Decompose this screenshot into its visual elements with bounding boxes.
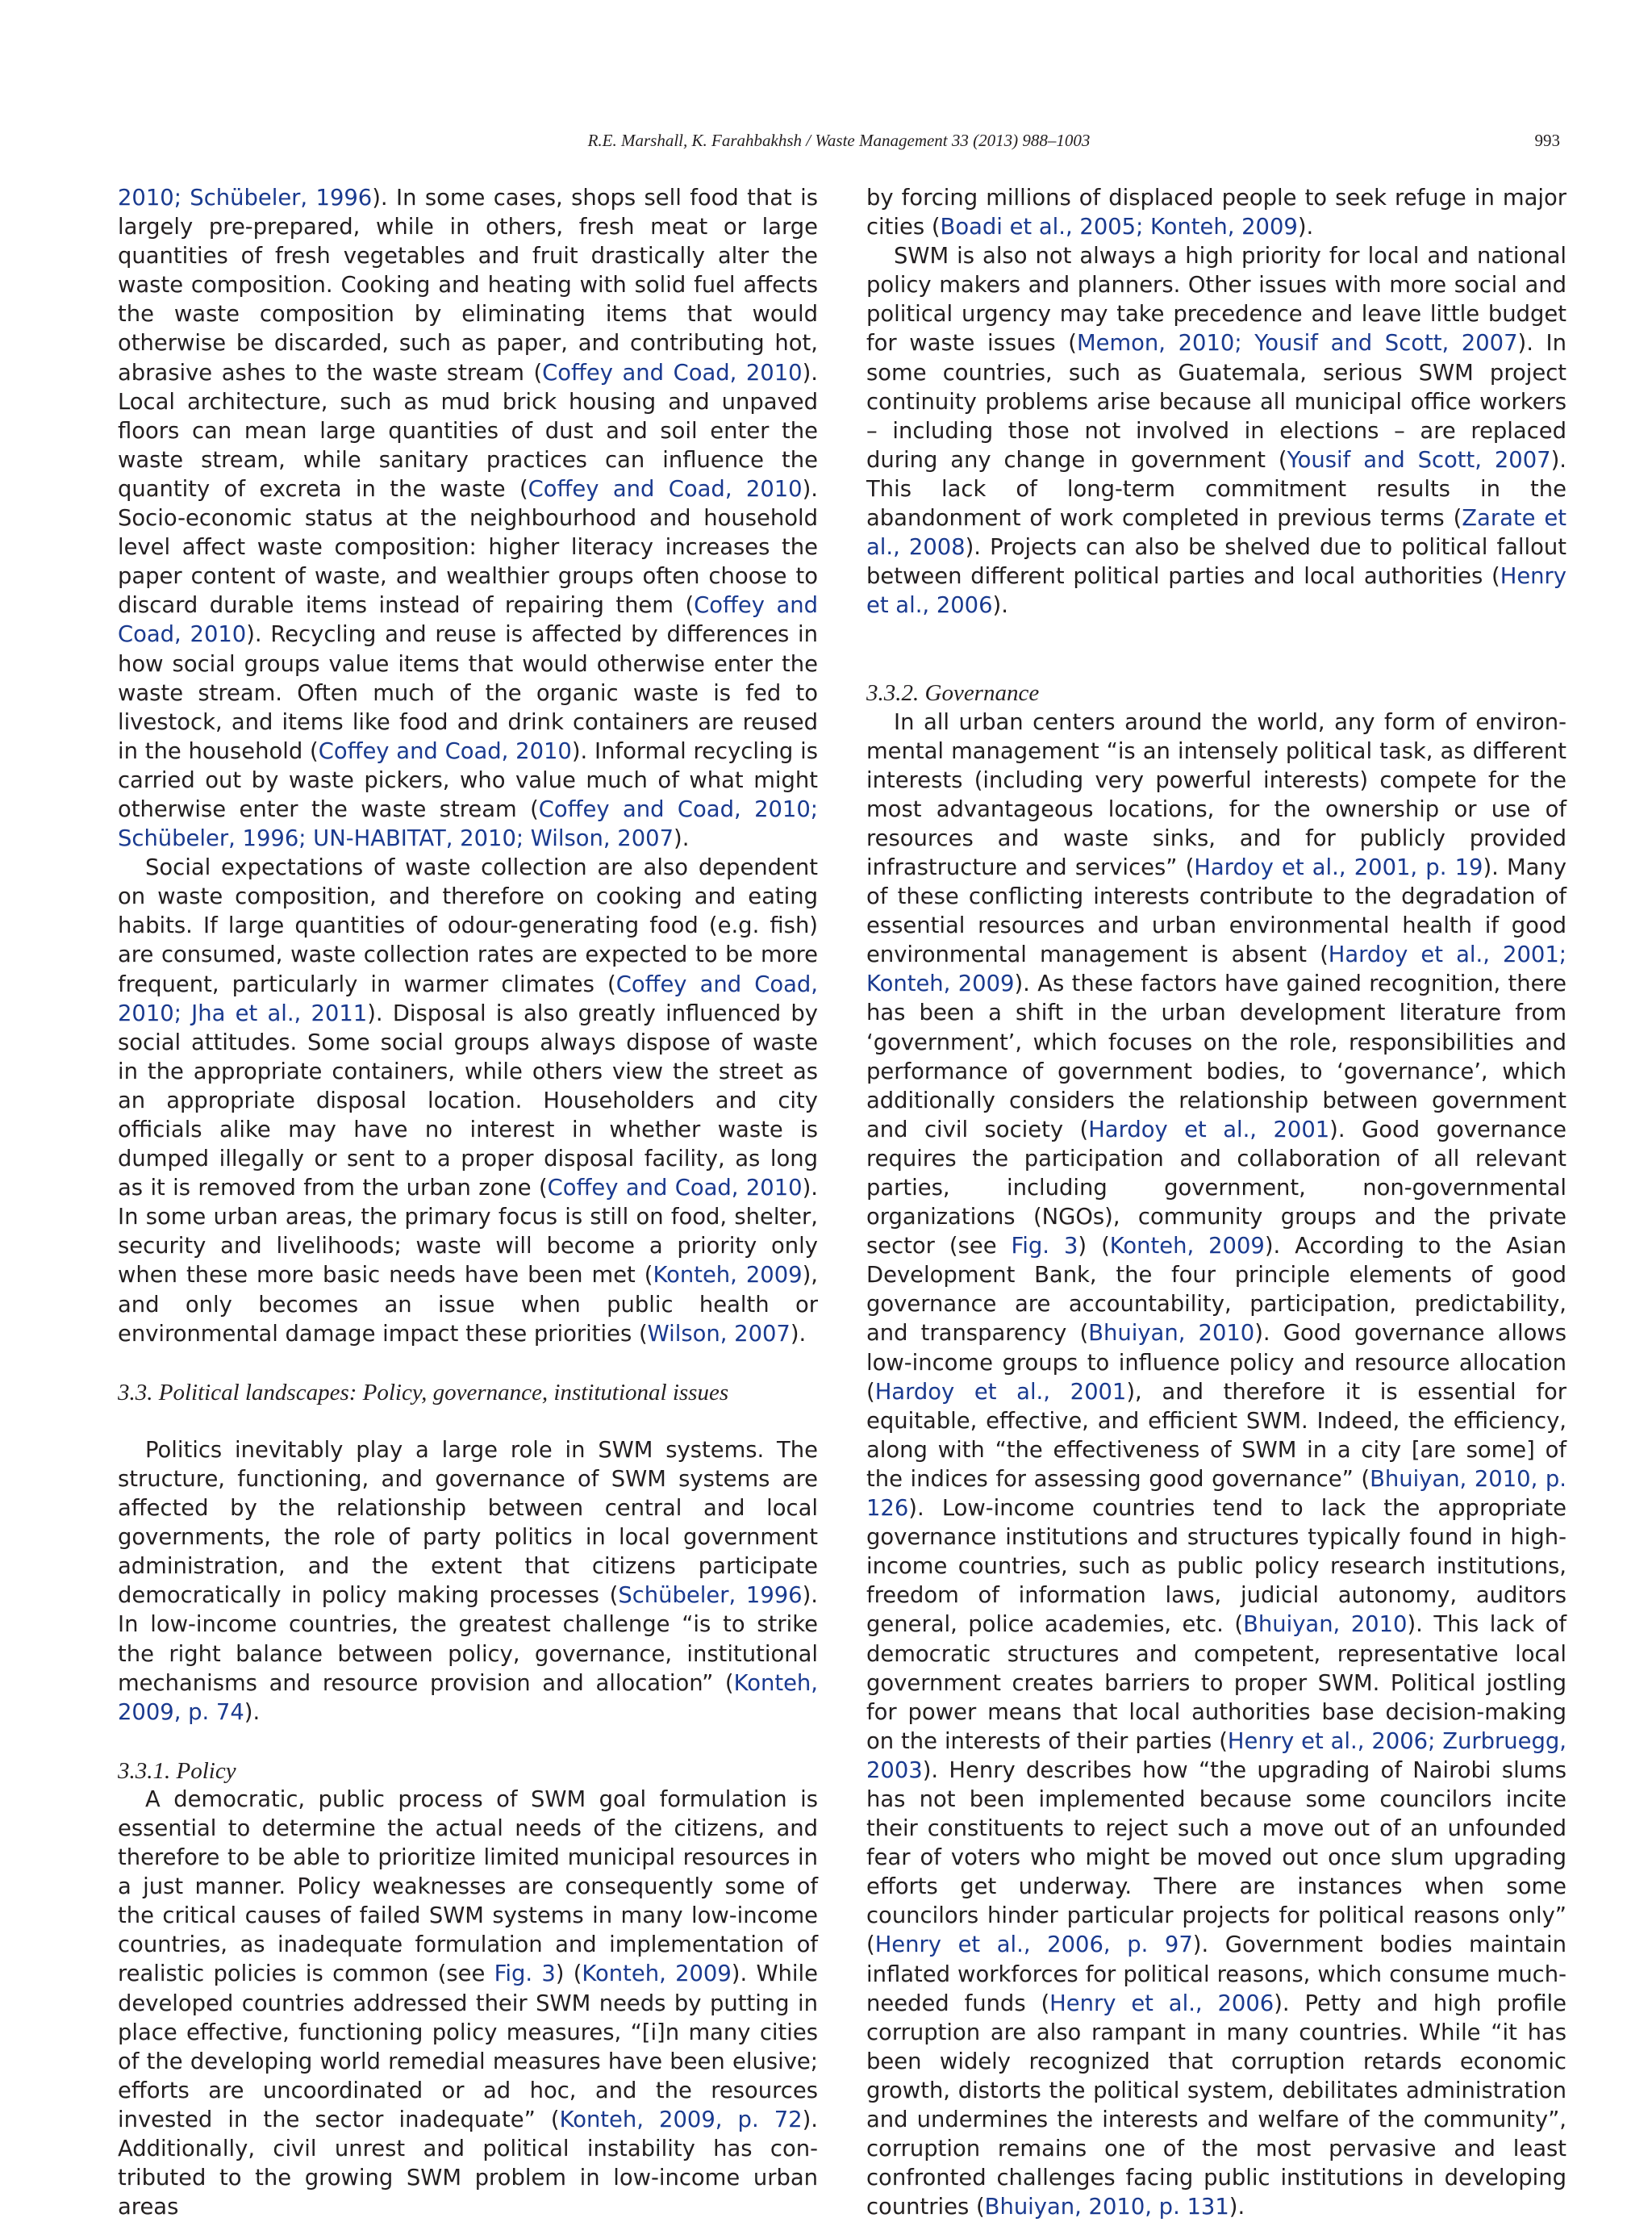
citation-link[interactable]: Zarate et al., 2008	[866, 506, 1566, 560]
citation-link[interactable]: Wilson, 2007	[648, 1322, 791, 1347]
citation-link[interactable]: Hardoy et al., 2001, p. 19	[1194, 855, 1483, 880]
citation-link[interactable]: Coffey and Coad, 2010	[319, 739, 572, 764]
citation-link[interactable]: Yousif and Scott, 2007	[1287, 448, 1551, 473]
citation-link[interactable]: Konteh, 2009, p. 72	[560, 2107, 803, 2132]
citation-link[interactable]: Boadi et al., 2005; Konteh, 2009	[941, 215, 1298, 240]
paragraph: SWM is also not always a high priority for local and national policy makers and planners. Other issues with more social and political urgency may take precedence and leave little budget for waste issues (Memon, 2010; Yousif and Scott, 2007). In some countries, such as Guatemala, serious SWM project continuity problems arise because all municipal office workers – including those not involved in elections – are replaced during any change in government (Yousif and Scott, 2007). This lack of long-term commitment results in the abandonment of work completed in previous terms (Zarate et al., 2008). Projects can also be shelved due to political fallout between different political parties and local authorities (Henry et al., 2006).	[866, 242, 1566, 620]
citation-link[interactable]: Hardoy et al., 2001	[875, 1380, 1127, 1405]
citation-link[interactable]: Konteh, 2009, p. 74	[118, 1671, 818, 1725]
paragraph: Politics inevitably play a large role in SWM systems. The structure, functioning, and governance of SWM systems are affected by the relationship between central and local governments, the role of party politics in local government administration, and the extent that citizens participate democratically in policy making processes (Schübeler, 1996). In low-income countries, the greatest challenge “is to strike the right balance between policy, governance, institutional mechanisms and resource provision and allocation” (Konteh, 2009, p. 74).	[118, 1436, 818, 1727]
right-column	[866, 184, 1566, 2222]
paragraph: In all urban centers around the world, any form of environmental management “is an intensely political task, as different interests (including very powerful interests) compete for the most advantageous locations, for the ownership or use of resources and waste sinks, and for publicly provided infrastructure and services” (Hardoy et al., 2001, p. 19). Many of these conflicting interests contribute to the degradation of essential resources and urban environmental health if good environmental management is absent (Hardoy et al., 2001; Konteh, 2009). As these factors have gained recognition, there has been a shift in the urban development literature from ‘government’, which focuses on the role, responsibilities and performance of government bodies, to ‘governance’, which additionally considers the relationship between government and civil society (Hardoy et al., 2001). Good governance requires the participation and collaboration of all relevant parties, including government, non-governmental organizations (NGOs), community groups and the private sector (see Fig. 3) (Konteh, 2009). According to the Asian Development Bank, the four principle elements of good governance are accountability, participation, predictability, and transparency (Bhuiyan, 2010). Good governance allows low-income groups to influence policy and resource allocation (Hardoy et al., 2001), and therefore it is essential for equitable, effective, and efficient SWM. Indeed, the efficiency, along with “the effectiveness of SWM in a city [are some] of the indices for assessing good governance” (Bhuiyan, 2010, p. 126). Low-income countries tend to lack the appropriate governance institutions and structures typically found in high-income countries, such as public policy research institutions, freedom of information laws, judicial autonomy, auditors general, police academies, etc. (Bhuiyan, 2010). This lack of democratic structures and competent, representative local government creates barriers to proper SWM. Political jostling for power means that local authorities base decision-making on the interests of their parties (Henry et al., 2006; Zurbruegg, 2003). Henry describes how “the upgrading of Nairobi slums has not been implemented because some councilors incite their constituents to reject such a move out of an unfounded fear of voters who might be moved out once slum upgrading efforts get underway. There are instances when some councilors hinder particular projects for political reasons only” (Henry et al., 2006, p. 97). Government bodies maintain inflated workforces for political reasons, which consume much-needed funds (Henry et al., 2006). Petty and high profile corruption are also rampant in many countries. While “it has been widely recognized that corruption retards economic growth, distorts the political system, debilitates administration and undermines the interests and welfare of the community”, corruption remains one of the most pervasive and least confronted challenges facing public institutions in developing countries (Bhuiyan, 2010, p. 131).	[866, 708, 1566, 2222]
citation-link[interactable]: Coffey and Coad, 2010	[528, 477, 803, 502]
running-head: R.E. Marshall, K. Farahbakhsh / Waste Management 33 (2013) 988–1003	[118, 131, 1560, 151]
paragraph: A democratic, public process of SWM goal formulation is essential to determine the actual needs of the citizens, and therefore to be able to prioritize limited municipal resources in a just manner. Policy weaknesses are consequently some of the critical causes of failed SWM systems in many low-income countries, as inadequate formulation and implementation of realistic policies is common (see Fig. 3) (Konteh, 2009). While developed countries addressed their SWM needs by putting in place effective, functioning policy measures, “[i]n many cities of the developing world remedial measures have been elusive; efforts are uncoordinated or ad hoc, and the resources invested in the sector inadequate” (Konteh, 2009, p. 72). Additionally, civil unrest and political instability has contributed to the growing SWM problem in low-income urban areas	[118, 1786, 818, 2222]
figure-link[interactable]: Fig. 3	[1012, 1234, 1078, 1259]
citation-link[interactable]: Coffey and Coad, 2010	[118, 593, 818, 647]
citation-link[interactable]: Bhuiyan, 2010, p. 131	[985, 2195, 1229, 2220]
citation-link[interactable]: Coffey and Coad, 2010; Jha et al., 2011	[118, 972, 818, 1026]
citation-link[interactable]: Henry et al., 2006	[866, 564, 1566, 618]
citation-link[interactable]: Henry et al., 2006, p. 97	[875, 1932, 1193, 1957]
paragraph: 2010; Schübeler, 1996). In some cases, shops sell food that is largely pre-prepared, while in others, fresh meat or large quantities of fresh vegetables and fruit drastically alter the waste composition. Cooking and heating with solid fuel affects the waste composition by eliminating items that would otherwise be discarded, such as paper, and contributing hot, abrasive ashes to the waste stream (Coffey and Coad, 2010). Local architecture, such as mud brick housing and unpaved floors can mean large quantities of dust and soil enter the waste stream, while sanitary practices can influence the quantity of excreta in the waste (Coffey and Coad, 2010). Socio-economic status at the neighbourhood and household level affect waste composition: higher literacy increases the paper content of waste, and wealthier groups often choose to discard durable items instead of repairing them (Coffey and Coad, 2010). Recycling and reuse is affected by differences in how social groups value items that would otherwise enter the waste stream. Often much of the organic waste is fed to livestock, and items like food and drink containers are reused in the household (Coffey and Coad, 2010). Informal recycling is carried out by waste pickers, who value much of what might otherwise enter the waste stream (Coffey and Coad, 2010; Schübeler, 1996; UN-HABITAT, 2010; Wilson, 2007).	[118, 184, 818, 854]
citation-link[interactable]: Bhuiyan, 2010, p. 126	[866, 1467, 1566, 1521]
left-column	[118, 184, 818, 2222]
citation-link[interactable]: Konteh, 2009	[653, 1263, 803, 1288]
paragraph: Social expectations of waste collection are also dependent on waste composition, and therefore on cooking and eating habits. If large quantities of odour-generating food (e.g. fish) are consumed, waste collection rates are expected to be more frequent, particularly in warmer climates (Coffey and Coad, 2010; Jha et al., 2011). Disposal is also greatly influenced by social attitudes. Some social groups always dispose of waste in the appropriate containers, while others view the street as an appropriate disposal location. Householders and city officials alike may have no interest in whether waste is dumped illegally or sent to a proper disposal facility, as long as it is removed from the urban zone (Coffey and Coad, 2010). In some urban areas, the primary focus is still on food, shelter, security and livelihoods; waste will become a priority only when these more basic needs have been met (Konteh, 2009), and only becomes an issue when public health or environmental damage impact these priorities (Wilson, 2007).	[118, 854, 818, 1349]
page-number: 993	[1535, 131, 1561, 151]
citation-link[interactable]: Hardoy et al., 2001	[1088, 1117, 1329, 1142]
citation-link[interactable]: Coffey and Coad, 2010	[542, 361, 802, 386]
citation-link[interactable]: Coffey and Coad, 2010	[548, 1176, 803, 1201]
citation-link[interactable]: Bhuiyan, 2010	[1088, 1321, 1254, 1346]
citation-link[interactable]: Coffey and Coad, 2010; Schübeler, 1996; UN-HABITAT, 2010; Wilson, 2007	[118, 797, 818, 851]
citation-link[interactable]: 2010; Schübeler, 1996	[118, 186, 372, 211]
subsection-heading-3-3-1: 3.3.1. Policy	[118, 1756, 818, 1786]
citation-link[interactable]: Henry et al., 2006; Zurbruegg, 2003	[866, 1729, 1566, 1783]
citation-link[interactable]: Bhuiyan, 2010	[1243, 1612, 1407, 1637]
section-heading-3-3: 3.3. Political landscapes: Policy, governance, institutional issues	[118, 1378, 818, 1407]
running-header	[118, 131, 1560, 155]
citation-link[interactable]: Konteh, 2009	[1110, 1234, 1265, 1259]
citation-link[interactable]: Memon, 2010; Yousif and Scott, 2007	[1077, 331, 1518, 356]
citation-link[interactable]: Konteh, 2009	[582, 1961, 731, 1986]
citation-link[interactable]: Hardoy et al., 2001; Konteh, 2009	[866, 942, 1566, 996]
citation-link[interactable]: Schübeler, 1996	[618, 1583, 802, 1608]
citation-link[interactable]: Henry et al., 2006	[1049, 1991, 1274, 2016]
paragraph: by forcing millions of displaced people to seek refuge in major cities (Boadi et al., 2005; Konteh, 2009).	[866, 184, 1566, 242]
figure-link[interactable]: Fig. 3	[494, 1961, 556, 1986]
subsection-heading-3-3-2: 3.3.2. Governance	[866, 679, 1566, 708]
